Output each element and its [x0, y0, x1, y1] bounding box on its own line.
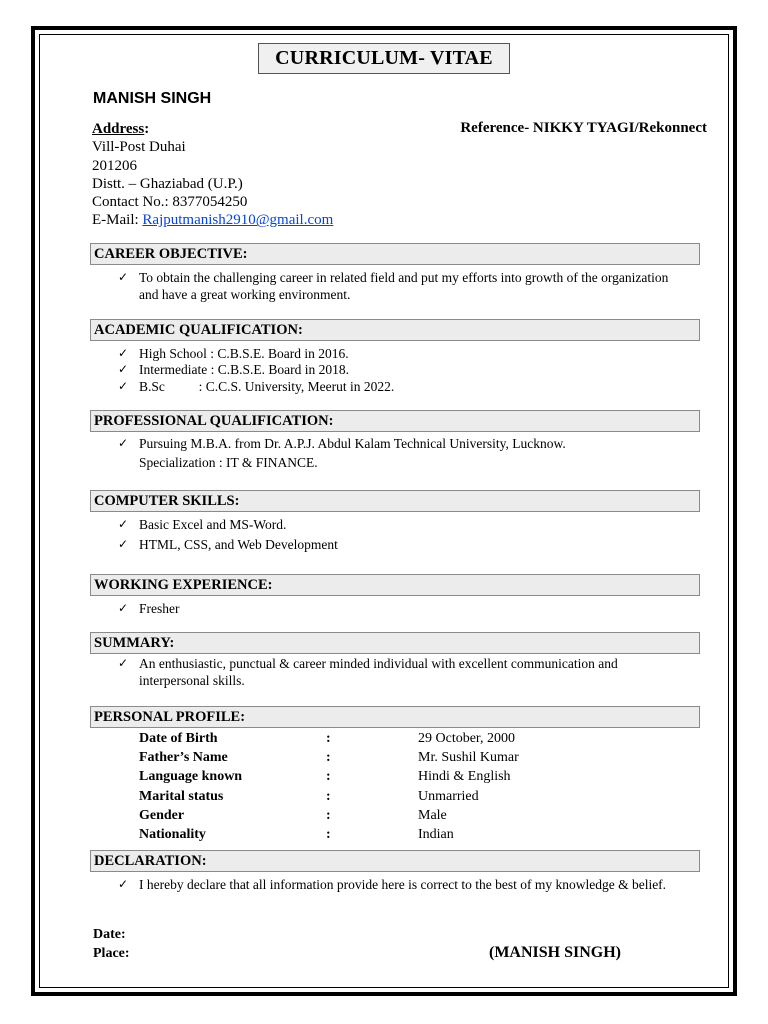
specialization-text: [118, 454, 688, 471]
contact-number: Contact No.: 8377054250: [92, 194, 248, 211]
profile-colon: :: [326, 827, 331, 842]
section-heading-computer-skills: COMPUTER SKILLS:: [90, 490, 700, 512]
address-line: Distt. – Ghaziabad (U.P.): [92, 175, 243, 192]
list-item: [118, 876, 688, 893]
profile-colon: :: [326, 731, 331, 746]
profile-value: Male: [418, 808, 447, 823]
list-item: [118, 345, 688, 362]
list-item-text: Pursuing M.B.A. from Dr. A.P.J. Abdul Kalam Technical University, Lucknow.: [139, 436, 566, 451]
profile-value: Hindi & English: [418, 769, 511, 784]
profile-key: Gender: [139, 808, 185, 823]
list-item-text: Intermediate : C.B.S.E. Board in 2018.: [139, 362, 349, 377]
list-item-text: Fresher: [139, 601, 180, 616]
profile-row: [139, 827, 699, 846]
section-heading-declaration: DECLARATION:: [90, 850, 700, 872]
list-item-text: An enthusiastic, punctual & career minded individual with excellent communication and interpersonal skills.: [139, 656, 618, 688]
list-item: [118, 378, 688, 395]
date-label: Date:: [93, 927, 126, 942]
document-title: CURRICULUM- VITAE: [258, 43, 510, 74]
place-label: Place:: [93, 946, 130, 961]
address-line: 201206: [92, 157, 137, 174]
email-row: [92, 211, 333, 229]
section-heading-personal-profile: PERSONAL PROFILE:: [90, 706, 700, 728]
checkmark-icon: ✓: [118, 270, 129, 284]
list-item: [118, 600, 688, 617]
specialization-value: Specialization : IT & FINANCE.: [139, 455, 318, 470]
email-label: E-Mail:: [92, 212, 143, 229]
section-heading-summary: SUMMARY:: [90, 632, 700, 654]
profile-value: Indian: [418, 827, 454, 842]
profile-value: Unmarried: [418, 789, 479, 804]
address-block: [92, 120, 333, 230]
list-item: [118, 435, 688, 452]
checkmark-icon: ✓: [118, 379, 129, 393]
list-item-text: B.Sc : C.C.S. University, Meerut in 2022.: [139, 379, 395, 394]
list-item: [118, 655, 688, 689]
checkmark-icon: ✓: [118, 601, 129, 615]
checkmark-icon: ✓: [118, 656, 129, 670]
address-heading: [92, 120, 333, 138]
checkmark-icon: ✓: [118, 517, 129, 531]
profile-row: [139, 769, 699, 788]
list-item-text: High School : C.B.S.E. Board in 2016.: [139, 346, 349, 361]
profile-value: 29 October, 2000: [418, 731, 516, 746]
section-heading-academic: ACADEMIC QUALIFICATION:: [90, 319, 700, 341]
profile-key: Father’s Name: [139, 750, 228, 765]
profile-key: Nationality: [139, 827, 206, 842]
reference-text: Reference- NIKKY TYAGI/Rekonnect: [460, 120, 707, 136]
section-heading-career-objective: CAREER OBJECTIVE:: [90, 243, 700, 265]
list-item-text: I hereby declare that all information provide here is correct to the best of my knowledge & belief.: [139, 877, 667, 892]
profile-row: [139, 731, 699, 750]
profile-colon: :: [326, 750, 331, 765]
profile-colon: :: [326, 808, 331, 823]
checkmark-icon: ✓: [118, 877, 129, 891]
candidate-name: MANISH SINGH: [93, 90, 212, 107]
profile-key: Language known: [139, 769, 243, 784]
checkmark-icon: ✓: [118, 436, 129, 450]
profile-row: [139, 789, 699, 808]
list-item: [118, 269, 688, 303]
profile-colon: :: [326, 789, 331, 804]
signature-name: (MANISH SINGH): [489, 944, 622, 961]
address-label: Address: [92, 121, 145, 137]
profile-colon: :: [326, 769, 331, 784]
address-line: Vill-Post Duhai: [92, 139, 186, 156]
address-colon: :: [144, 121, 150, 137]
list-item-text: To obtain the challenging career in related field and put my efforts into growth of the organization and have a great working environment.: [139, 270, 669, 302]
checkmark-icon: ✓: [118, 362, 129, 376]
profile-row: [139, 808, 699, 827]
profile-key: Date of Birth: [139, 731, 218, 746]
profile-row: [139, 750, 699, 769]
list-item: [118, 516, 688, 533]
list-item-text: HTML, CSS, and Web Development: [139, 537, 338, 552]
list-item: [118, 536, 688, 553]
list-item-text: Basic Excel and MS-Word.: [139, 517, 287, 532]
profile-key: Marital status: [139, 789, 224, 804]
profile-value: Mr. Sushil Kumar: [418, 750, 519, 765]
list-item: [118, 361, 688, 378]
section-heading-working-experience: WORKING EXPERIENCE:: [90, 574, 700, 596]
checkmark-icon: ✓: [118, 346, 129, 360]
email-link[interactable]: Rajputmanish2910@gmail.com: [142, 212, 334, 229]
section-heading-professional: PROFESSIONAL QUALIFICATION:: [90, 410, 700, 432]
checkmark-icon: ✓: [118, 537, 129, 551]
